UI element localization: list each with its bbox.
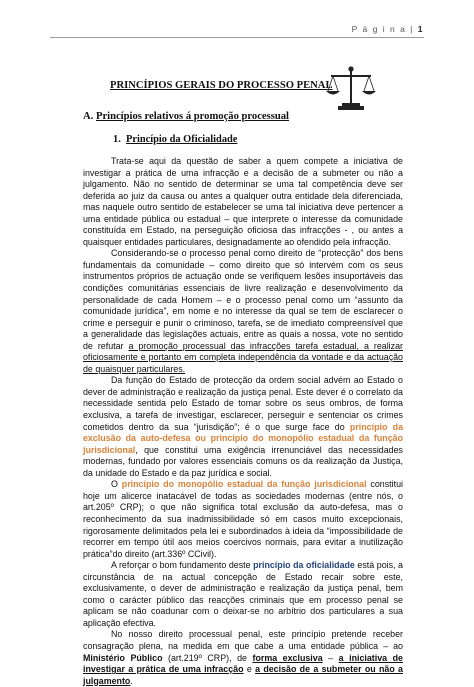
subsection-number: 1. bbox=[113, 134, 121, 145]
paragraph-2-text: Considerando-se o processo penal como direito de “protecção” dos bens fundamentais da comunidade – como direito que só intervém com os seus instrumentos próprios de actuação onde se verifiquem lesões insuportáveis das condições comunitárias essenciais de livre realização e desenvolvimento da personalidade de cada Homem – e o processo penal como um “assunto da comunidade jurídica”, em nome e no interesse da qual se tem de esclarecer o crime e perseguir e punir o criminoso, tarefa, se de imediato compreensível que a generalidade das legislações actuais, entre as quais a nossa, vote no sentido de refutar bbox=[83, 248, 403, 351]
paragraph-6-text-e: . bbox=[130, 675, 133, 686]
paragraph-2 bbox=[83, 248, 403, 375]
page-header bbox=[352, 24, 424, 34]
ministerio-publico: Ministério Público bbox=[83, 652, 163, 663]
paragraph-4 bbox=[83, 479, 403, 560]
page-label: P á g i n a bbox=[351, 24, 407, 34]
paragraph-6-text-b: (art.219º CRP), de bbox=[162, 652, 253, 663]
paragraph-4-text-b: constitui hoje um alicerce inatacável de todas as sociedades modernas (entre nós, o art.205º CRP); o que não significa total exclusão da auto-defesa, mas o reconhecimento da sua inadmissibilidade só em casos muito excepcionais, rigorosamente delimitados pela lei e subordinados à ideia da “impossibilidade de recorrer em tempo útil aos meios coercivos normais, para evitar a inutilização prática”do direito (art.336º CCivil). bbox=[83, 479, 403, 559]
investigation-initiative: a iniciativa de investigar a prática de uma infracção bbox=[83, 652, 403, 675]
section-heading bbox=[83, 111, 289, 122]
exclusive-form: forma exclusiva bbox=[252, 652, 323, 663]
paragraph-6 bbox=[83, 629, 403, 687]
section-title: Princípios relativos á promoção processual bbox=[95, 111, 290, 122]
highlight-monopoly-principle: princípio da exclusão da auto-defesa ou princípio do monopólio estadual da função jurisdicional bbox=[83, 421, 403, 455]
paragraph-6-text-a: No nosso direito processual penal, este princípio pretende receber consagração plena, na medida em que cabe a uma entidade pública – ao bbox=[83, 629, 403, 651]
paragraph-3-text-b: , que constitui uma exigência irrenunciável das necessidades modernas, fundado por valores essenciais comuns os da realização da Justiça, da unidade do Estado e da paz jurídica e social. bbox=[83, 444, 403, 478]
page-number: 1 bbox=[417, 24, 424, 34]
document-body bbox=[83, 156, 403, 687]
paragraph-3-text-a: Da função do Estado de protecção da ordem social advém ao Estado o dever de administração e realização da justiça penal. Este dever é o correlato da necessidade sentida pelo Estado de tomar sobre os seus ombros, de forma exclusiva, a tarefa de investigar, esclarecer, perseguir e sentenciar os crimes cometidos dentro da sua “jurisdição”; é o que surge face do bbox=[83, 375, 403, 432]
document-title: PRINCÍPIOS GERAIS DO PROCESSO PENAL bbox=[110, 80, 333, 91]
paragraph-2-underlined: a promoção processual das infracções tarefa estadual, a realizar oficiosamente e portanto em completa independência da vontade e da actuação de quaisquer particulares. bbox=[83, 340, 403, 374]
paragraph-5-text-a: A reforçar o bom fundamento deste bbox=[111, 560, 254, 571]
paragraph-3 bbox=[83, 375, 403, 479]
paragraph-4-text-a: O bbox=[111, 479, 122, 490]
trial-decision: a decisão de a submeter ou não a julgamento bbox=[83, 664, 403, 686]
paragraph-6-text-c: – bbox=[322, 652, 339, 663]
header-divider bbox=[50, 37, 424, 38]
paragraph-5-text-b: está pois, a circunstância de na actual concepção de Estado recair sobre este, exclusivamente, o dever de administração e realização da justiça penal, bem como o carácter público das reacções criminais que em processo penal se aplicam se não coadunar com o deixar-se no arbítrio dos particulares a sua aplicação efectiva. bbox=[83, 560, 403, 628]
highlight-monopoly-principle-2: princípio do monopólio estadual da função jurisdicional bbox=[121, 479, 367, 490]
subsection-title: Princípio da Oficialidade bbox=[126, 134, 238, 145]
paragraph-5 bbox=[83, 560, 403, 629]
paragraph-1: Trata-se aqui da questão de saber a quem compete a iniciativa de investigar a prática de uma infracção e a decisão de a submeter ou não a julgamento. Não no sentido de determinar se uma tal competência deve ser deferida ao juiz da causa ou antes a qualquer outra entidade dela diferenciada, mas naquele outro sentido de estabelecer se uma tal iniciativa deve pertencer a uma entidade pública ou estadual – que interprete o interesse da comunidade constituída em Estado, na perseguição oficiosa das infracções - , ou antes a quaisquer entidades particulares, designadamente ao ofendido pela infracção. bbox=[83, 156, 403, 247]
section-letter: A. bbox=[83, 111, 94, 122]
subsection-heading bbox=[113, 134, 237, 145]
page-separator: | bbox=[410, 24, 414, 34]
highlight-officiality-principle: princípio da oficialidade bbox=[253, 560, 355, 571]
paragraph-6-text-d: e bbox=[243, 664, 256, 675]
